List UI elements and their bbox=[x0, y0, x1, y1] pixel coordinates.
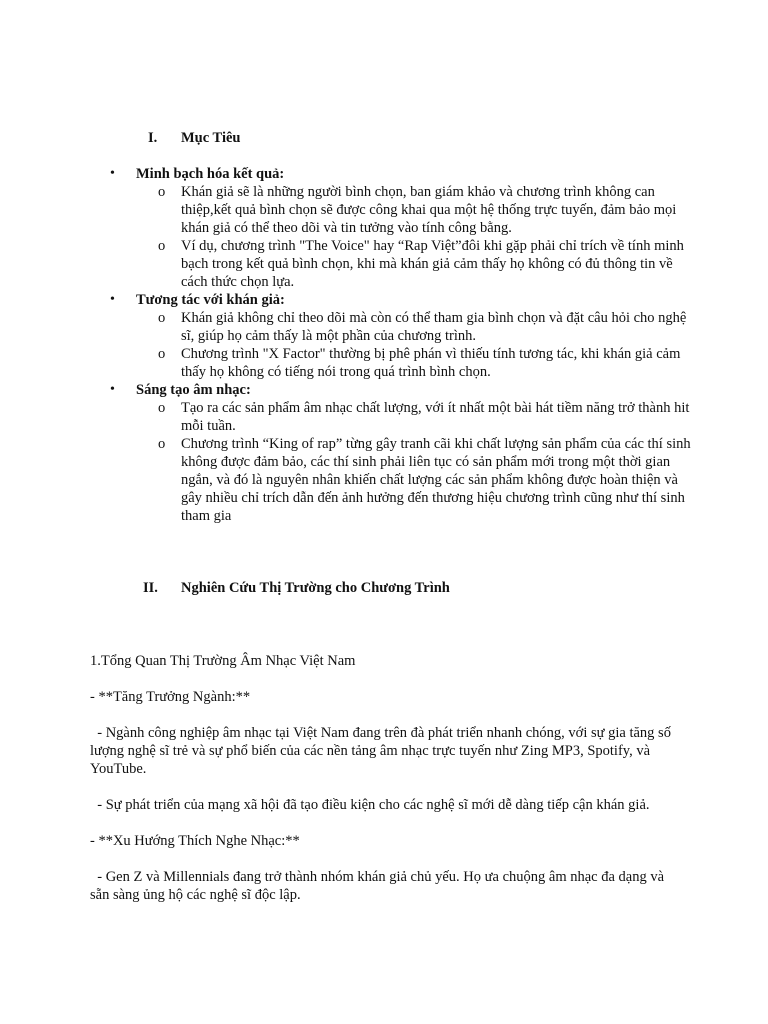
goal-label: Tương tác với khán giả: bbox=[136, 292, 285, 308]
goal-label: Sáng tạo âm nhạc: bbox=[136, 382, 251, 398]
section-title: Mục Tiêu bbox=[181, 130, 241, 146]
sub-item-text: Khán giả sẽ là những người bình chọn, ban giám khảo và chương trình không can thiệp,kết quả bình chọn sẽ được công khai qua một hệ thống trực tuyến, đảm bảo mọi khán giả có thể theo dõi và tin tưởng vào tính công bằng. bbox=[181, 184, 677, 236]
sub-item bbox=[136, 183, 692, 237]
paragraph: - Gen Z và Millennials đang trở thành nhóm khán giả chủ yếu. Họ ưa chuộng âm nhạc đa dạng và sẵn sàng ủng hộ các nghệ sĩ độc lập. bbox=[90, 869, 668, 903]
sub-item-text: Khán giả không chỉ theo dõi mà còn có thể tham gia bình chọn và đặt câu hỏi cho nghệ sĩ, giúp họ cảm thấy là một phần của chương trình. bbox=[181, 310, 687, 344]
sub-item bbox=[136, 237, 692, 291]
section-number: II. bbox=[143, 580, 158, 596]
sub-marker: o bbox=[158, 310, 166, 326]
sub-item-text: Ví dụ, chương trình "The Voice" hay “Rap Việt”đôi khi gặp phải chỉ trích về tính minh bạch trong kết quả bình chọn, khi mà khán giả cảm thấy họ không có đủ thông tin về cách thức chọn lựa. bbox=[181, 238, 684, 290]
sub-marker: o bbox=[158, 346, 166, 362]
section-title: Nghiên Cứu Thị Trường cho Chương Trình bbox=[181, 580, 450, 596]
goal-sublist bbox=[136, 399, 692, 525]
paragraph: - **Tăng Trưởng Ngành:** bbox=[90, 689, 251, 705]
sub-item bbox=[136, 345, 692, 381]
bullet-marker: • bbox=[110, 166, 115, 181]
paragraph: - Ngành công nghiệp âm nhạc tại Việt Nam đang trên đà phát triển nhanh chóng, với sự gia tăng số lượng nghệ sĩ trẻ và sự phổ biến của các nền tảng âm nhạc trực tuyến như Zing MP3, Spotify, và YouTube. bbox=[90, 725, 675, 777]
sub-item bbox=[136, 399, 692, 435]
bullet-marker: • bbox=[110, 292, 115, 307]
goal-sublist bbox=[136, 309, 692, 381]
sub-marker: o bbox=[158, 436, 166, 452]
sub-item bbox=[136, 309, 692, 345]
goal-item bbox=[92, 291, 692, 381]
sub-marker: o bbox=[158, 400, 166, 416]
section-number: I. bbox=[148, 130, 158, 146]
goal-item bbox=[92, 381, 692, 525]
bullet-marker: • bbox=[110, 382, 115, 397]
paragraph: - **Xu Hướng Thích Nghe Nhạc:** bbox=[90, 833, 300, 849]
sub-item-text: Chương trình "X Factor" thường bị phê phán vì thiếu tính tương tác, khi khán giả cảm thấy họ không có tiếng nói trong quá trình bình chọn. bbox=[181, 346, 681, 380]
sub-marker: o bbox=[158, 238, 166, 254]
sub-item-text: Tạo ra các sản phẩm âm nhạc chất lượng, với ít nhất một bài hát tiềm năng trở thành hit mỗi tuần. bbox=[181, 400, 690, 434]
goal-sublist bbox=[136, 183, 692, 291]
goal-item bbox=[92, 165, 692, 291]
goals-list bbox=[92, 165, 692, 525]
sub-marker: o bbox=[158, 184, 166, 200]
goal-label: Minh bạch hóa kết quả: bbox=[136, 166, 285, 182]
subsection-title: 1.Tổng Quan Thị Trường Âm Nhạc Việt Nam bbox=[90, 653, 356, 669]
sub-item bbox=[136, 435, 692, 525]
paragraph: - Sự phát triển của mạng xã hội đã tạo điều kiện cho các nghệ sĩ mới dễ dàng tiếp cận khán giả. bbox=[90, 797, 650, 813]
sub-item-text: Chương trình “King of rap” từng gây tranh cãi khi chất lượng sản phẩm của các thí sinh không được đảm bảo, các thí sinh phải liên tục có sản phẩm mới trong một thời gian ngắn, và đó là nguyên nhân khiến chất lượng các sản phẩm không được hoàn thiện và gây nhiều chỉ trích dẫn đến ảnh hưởng đến thương hiệu chương trình cũng như thí sinh tham gia bbox=[181, 436, 691, 524]
